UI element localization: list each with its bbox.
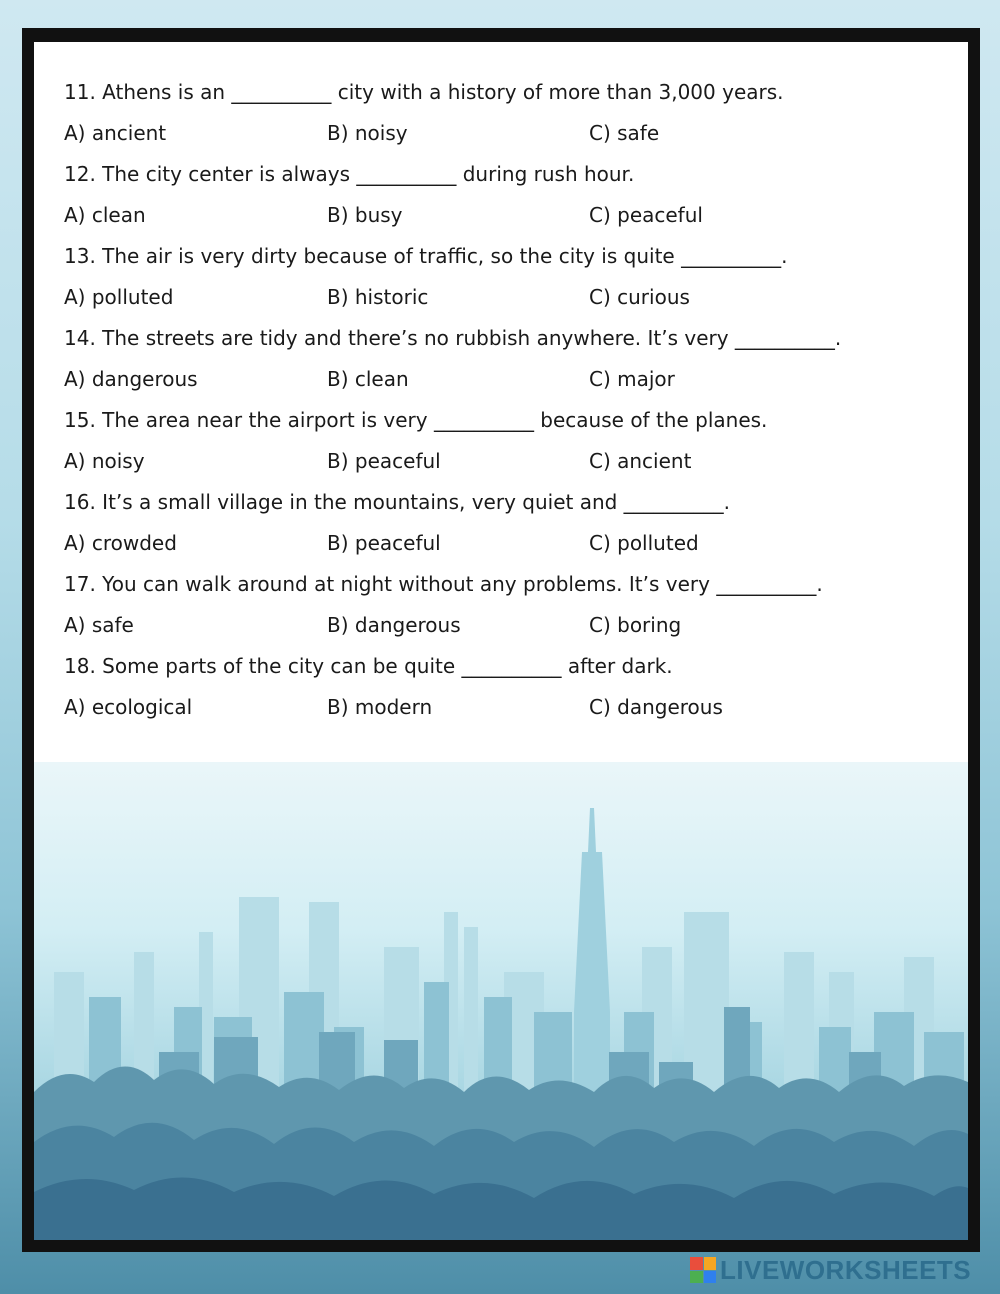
option-a[interactable]: A) safe [64, 613, 134, 637]
question-11 [64, 74, 954, 156]
option-c[interactable]: C) major [589, 367, 675, 391]
question-list [64, 74, 954, 730]
question-text: 14. The streets are tidy and there’s no rubbish anywhere. It’s very __________. [64, 326, 842, 350]
logo-tile [704, 1271, 717, 1284]
question-text: 16. It’s a small village in the mountains, very quiet and __________. [64, 490, 731, 514]
question-text: 12. The city center is always __________ during rush hour. [64, 162, 635, 186]
question-text: 17. You can walk around at night without any problems. It’s very __________. [64, 572, 823, 596]
option-b[interactable]: B) busy [327, 203, 403, 227]
logo-tile [690, 1257, 703, 1270]
question-12 [64, 156, 954, 238]
answer-options [64, 607, 954, 648]
question-16 [64, 484, 954, 566]
option-b[interactable]: B) historic [327, 285, 429, 309]
option-a[interactable]: A) crowded [64, 531, 177, 555]
brand-logo-icon [690, 1257, 716, 1283]
option-a[interactable]: A) dangerous [64, 367, 198, 391]
tree-line [34, 1066, 968, 1240]
answer-options [64, 361, 954, 402]
city-skyline-illustration [34, 762, 968, 1240]
skyline-svg [34, 762, 968, 1240]
option-c[interactable]: C) boring [589, 613, 682, 637]
question-15 [64, 402, 954, 484]
answer-options [64, 115, 954, 156]
question-text: 11. Athens is an __________ city with a history of more than 3,000 years. [64, 80, 784, 104]
question-18 [64, 648, 954, 730]
option-c[interactable]: C) peaceful [589, 203, 703, 227]
option-b[interactable]: B) modern [327, 695, 433, 719]
option-c[interactable]: C) safe [589, 121, 660, 145]
option-b[interactable]: B) dangerous [327, 613, 461, 637]
option-c[interactable]: C) polluted [589, 531, 699, 555]
option-a[interactable]: A) ancient [64, 121, 167, 145]
option-b[interactable]: B) peaceful [327, 449, 441, 473]
question-text: 18. Some parts of the city can be quite __________ after dark. [64, 654, 673, 678]
question-14 [64, 320, 954, 402]
question-13 [64, 238, 954, 320]
option-b[interactable]: B) peaceful [327, 531, 441, 555]
liveworksheets-brand [690, 1254, 971, 1286]
option-c[interactable]: C) ancient [589, 449, 692, 473]
answer-options [64, 443, 954, 484]
option-c[interactable]: C) curious [589, 285, 690, 309]
logo-tile [704, 1257, 717, 1270]
brand-name: LIVEWORKSHEETS [720, 1254, 972, 1285]
option-b[interactable]: B) clean [327, 367, 409, 391]
question-17 [64, 566, 954, 648]
answer-options [64, 279, 954, 320]
option-a[interactable]: A) clean [64, 203, 146, 227]
option-c[interactable]: C) dangerous [589, 695, 723, 719]
option-a[interactable]: A) ecological [64, 695, 193, 719]
answer-options [64, 689, 954, 730]
answer-options [64, 197, 954, 238]
answer-options [64, 525, 954, 566]
option-a[interactable]: A) polluted [64, 285, 174, 309]
logo-tile [690, 1271, 703, 1284]
option-b[interactable]: B) noisy [327, 121, 408, 145]
question-text: 15. The area near the airport is very __________ because of the planes. [64, 408, 768, 432]
option-a[interactable]: A) noisy [64, 449, 145, 473]
question-text: 13. The air is very dirty because of traffic, so the city is quite __________. [64, 244, 788, 268]
